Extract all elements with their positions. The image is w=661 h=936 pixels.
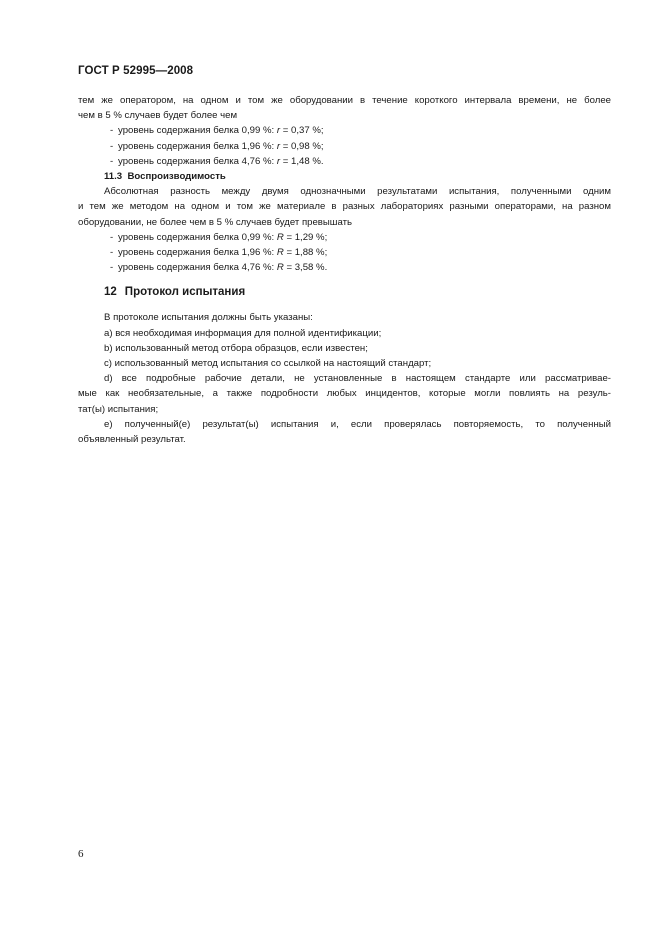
list-item <box>78 154 611 169</box>
dash-marker: - <box>110 140 114 152</box>
item-text: уровень содержания белка 0,99 %: <box>118 125 275 137</box>
symbol: R <box>276 247 284 259</box>
subsection-number: 11.3 <box>104 171 123 183</box>
section-title: Протокол испытания <box>124 286 246 299</box>
item-text: уровень содержания белка 4,76 %: <box>118 262 275 274</box>
list-item-a: a) вся необходимая информация для полной идентификации; <box>104 327 382 339</box>
dash-marker: - <box>110 125 114 137</box>
dash-marker: - <box>110 231 114 243</box>
paragraph-line: чем в 5 % случаев будет более чем <box>78 110 238 122</box>
item-text: уровень содержания белка 0,99 %: <box>118 231 275 243</box>
item-value: = 0,98 %; <box>282 140 324 152</box>
list-item <box>78 123 611 138</box>
list-item-d-cont: мые как необязательные, а также подробности любых инцидентов, которые могли повлиять на резуль- <box>78 388 611 400</box>
symbol: R <box>276 262 284 274</box>
symbol: r <box>276 155 281 167</box>
list-item <box>78 245 611 260</box>
paragraph-line: В протоколе испытания должны быть указаны: <box>104 312 313 324</box>
list-item-d: d) все подробные рабочие детали, не установленные в настоящем стандарте или рассматривае- <box>104 373 611 385</box>
list-item <box>78 260 611 275</box>
item-value: = 0,37 %; <box>282 125 324 137</box>
item-text: уровень содержания белка 4,76 %: <box>118 155 275 167</box>
subsection-title: Воспроизводимость <box>127 171 226 183</box>
list-item-d-cont: тат(ы) испытания; <box>78 403 159 415</box>
paragraph-line: Абсолютная разность между двумя однозначными результатами испытания, полученными одним <box>104 186 611 198</box>
symbol: R <box>276 231 284 243</box>
item-text: уровень содержания белка 1,96 %: <box>118 247 275 259</box>
dash-marker: - <box>110 247 114 259</box>
item-value: = 1,29 %; <box>286 231 328 243</box>
list-item <box>78 139 611 154</box>
paragraph-line: тем же оператором, на одном и том же оборудовании в течение короткого интервала времени, не более <box>78 95 611 106</box>
list-item-e: e) полученный(е) результат(ы) испытания и, если проверялась повторяемость, то полученный <box>104 418 611 430</box>
section-heading-12 <box>78 284 611 300</box>
list-item-e-cont: объявленный результат. <box>78 434 186 446</box>
list-item-b: b) использованный метод отбора образцов, если известен; <box>104 342 368 354</box>
dash-marker: - <box>110 155 114 167</box>
item-value: = 3,58 %. <box>286 262 328 274</box>
item-text: уровень содержания белка 1,96 %: <box>118 140 275 152</box>
paragraph-line: оборудовании, не более чем в 5 % случаев будет превышать <box>78 216 353 228</box>
list-item-c: c) использованный метод испытания со ссылкой на настоящий стандарт; <box>104 358 432 370</box>
dash-marker: - <box>110 262 114 274</box>
section-number: 12 <box>104 286 117 299</box>
symbol: r <box>276 140 281 152</box>
symbol: r <box>276 125 281 137</box>
page-number: 6 <box>78 848 84 860</box>
list-item <box>78 230 611 245</box>
item-value: = 1,48 %. <box>282 155 324 167</box>
document-body <box>78 93 611 447</box>
item-value: = 1,88 %; <box>286 247 328 259</box>
standard-code-header: ГОСТ Р 52995—2008 <box>78 65 194 77</box>
subsection-heading-11-3 <box>78 169 611 184</box>
paragraph-line: и тем же методом на одном и том же материале в разных лабораториях разными операторами, на разном <box>78 201 611 213</box>
